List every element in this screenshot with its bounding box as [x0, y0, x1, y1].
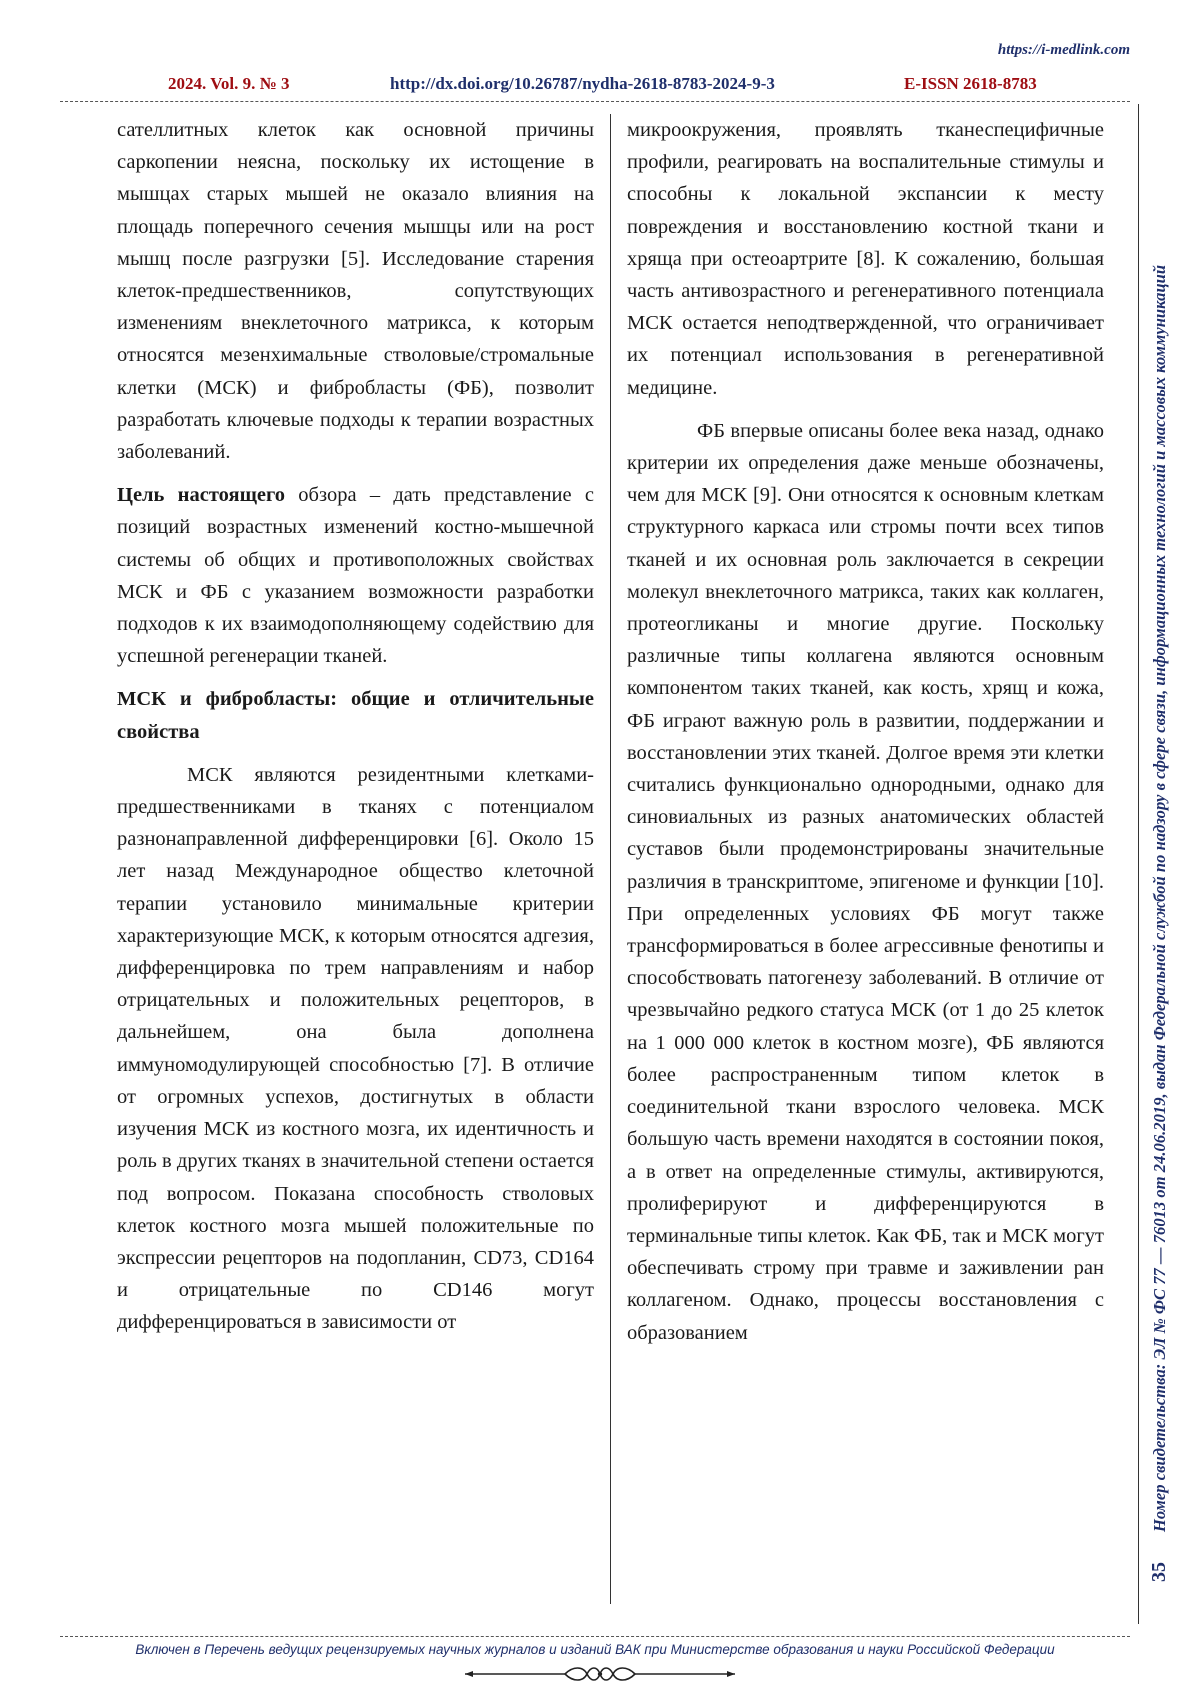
paragraph-aim — [117, 479, 594, 672]
right-column — [627, 114, 1104, 1360]
header-divider — [60, 101, 1130, 102]
issn: E-ISSN 2618-8783 — [904, 74, 1037, 93]
footer-divider — [60, 1636, 1130, 1637]
sidebar-divider — [1138, 104, 1139, 1624]
registration-text: Номер свидетельства: ЭЛ № ФС 77 — 76013 от 24.06.2019, выдан Федеральной службой по надзору в сфере связи, информационных технологий и массовых коммуникаций — [1150, 264, 1169, 1532]
ornament-icon — [465, 1664, 735, 1684]
paragraph: сателлитных клеток как основной причины саркопении неясна, поскольку их истощение в мышцах старых мышей не оказало влияния на площадь поперечного сечения мышцы или на рост мышц после разгрузки [5]. Исследование старения клеток-предшественников, сопутствующих изменениям внеклеточного матрикса, к которым относятся мезенхимальные стволовые/стромальные клетки (МСК) и фибробласты (ФБ), позволит разработать ключевые подходы к терапии возрастных заболеваний. — [117, 119, 594, 464]
aim-text: обзора – дать представление с позиций возрастных изменений костно-мышечной системы об общих и противоположных свойствах МСК и ФБ с указанием возможности разработки подходов к их взаимодополняющему содействию для успешной регенерации тканей. — [117, 484, 594, 668]
section-heading: МСК и фибробласты: общие и отличительные свойства — [117, 688, 594, 743]
column-divider — [610, 114, 611, 1604]
left-column — [117, 114, 594, 1350]
page-number: 35 — [1148, 1562, 1170, 1582]
running-header — [60, 74, 1130, 98]
paragraph: МСК являются резидентными клетками-предшественниками в тканях с потенциалом разнонаправленной дифференцировки [6]. Около 15 лет назад Международное общество клеточной терапии установило минимальные критерии характеризующие МСК, к которым относятся адгезия, дифференцировка по трем направлениям и набор отрицательных и положительных рецепторов, в дальнейшем, она была дополнена иммуномодулирующей способностью [7]. В отличие от огромных успехов, достигнутых в области изучения МСК из костного мозга, их идентичность и роль в других тканях в значительной степени остается под вопросом. Показана способность стволовых клеток костного мозга мышей положительные по экспрессии рецепторов на подопланин, CD73, CD164 и отрицательные по CD146 могут дифференцироваться в зависимости от — [117, 763, 594, 1334]
paragraph: ФБ впервые описаны более века назад, однако критерии их определения даже меньше обозначены, чем для МСК [9]. Они относятся к основным клеткам структурного каркаса или стромы почти всех типов тканей и их основная роль заключается в секреции молекул внеклеточного матрикса, таких как коллаген, протеогликаны и многие другие. Поскольку различные типы коллагена являются основным компонентом таких тканей, как кость, хрящ и кожа, ФБ играют важную роль в развитии, поддержании и восстановлении этих тканей. Долгое время эти клетки считались функционально однородными, однако для синовиальных из разных анатомических областей суставов были продемонстрированы значительные различия в транскриптоме, эпигеноме и функции [10]. При определенных условиях ФБ могут также трансформироваться в более агрессивные фенотипы и способствовать патогенезу заболеваний. В отличие от чрезвычайно редкого статуса МСК (от 1 до 25 клеток на 1 000 000 клеток в костном мозге), ФБ являются более распространенным типом клеток в соединительной ткани взрослого человека. МСК большую часть времени находятся в состоянии покоя, а в ответ на определенные стимулы, активируются, пролиферируют и дифференцируются в терминальные типы клеток. Как ФБ, так и МСК могут обеспечивать строму при травме и заживлении ран коллагеном. Однако, процессы восстановления с образованием — [627, 419, 1104, 1344]
footer-note: Включен в Перечень ведущих рецензируемых научных журналов и изданий ВАК при Министерстве образования и науки Российской Федерации — [135, 1642, 1055, 1657]
paragraph: микроокружения, проявлять тканеспецифичные профили, реагировать на воспалительные стимулы и способны к локальной экспансии к месту повреждения и восстановлению костной ткани и хряща при остеоартрите [8]. К сожалению, большая часть антивозрастного и регенеративного потенциала МСК остается неподтвержденной, что ограничивает их потенциал использования в регенеративной медицине. — [627, 119, 1104, 399]
volume-issue: 2024. Vol. 9. № 3 — [168, 74, 290, 93]
site-url[interactable]: https://i-medlink.com — [997, 42, 1130, 58]
aim-lead: Цель настоящего — [117, 484, 286, 507]
doi-link[interactable]: http://dx.doi.org/10.26787/nydha-2618-8783-2024-9-3 — [390, 74, 775, 93]
registration-note — [1150, 120, 1176, 1580]
